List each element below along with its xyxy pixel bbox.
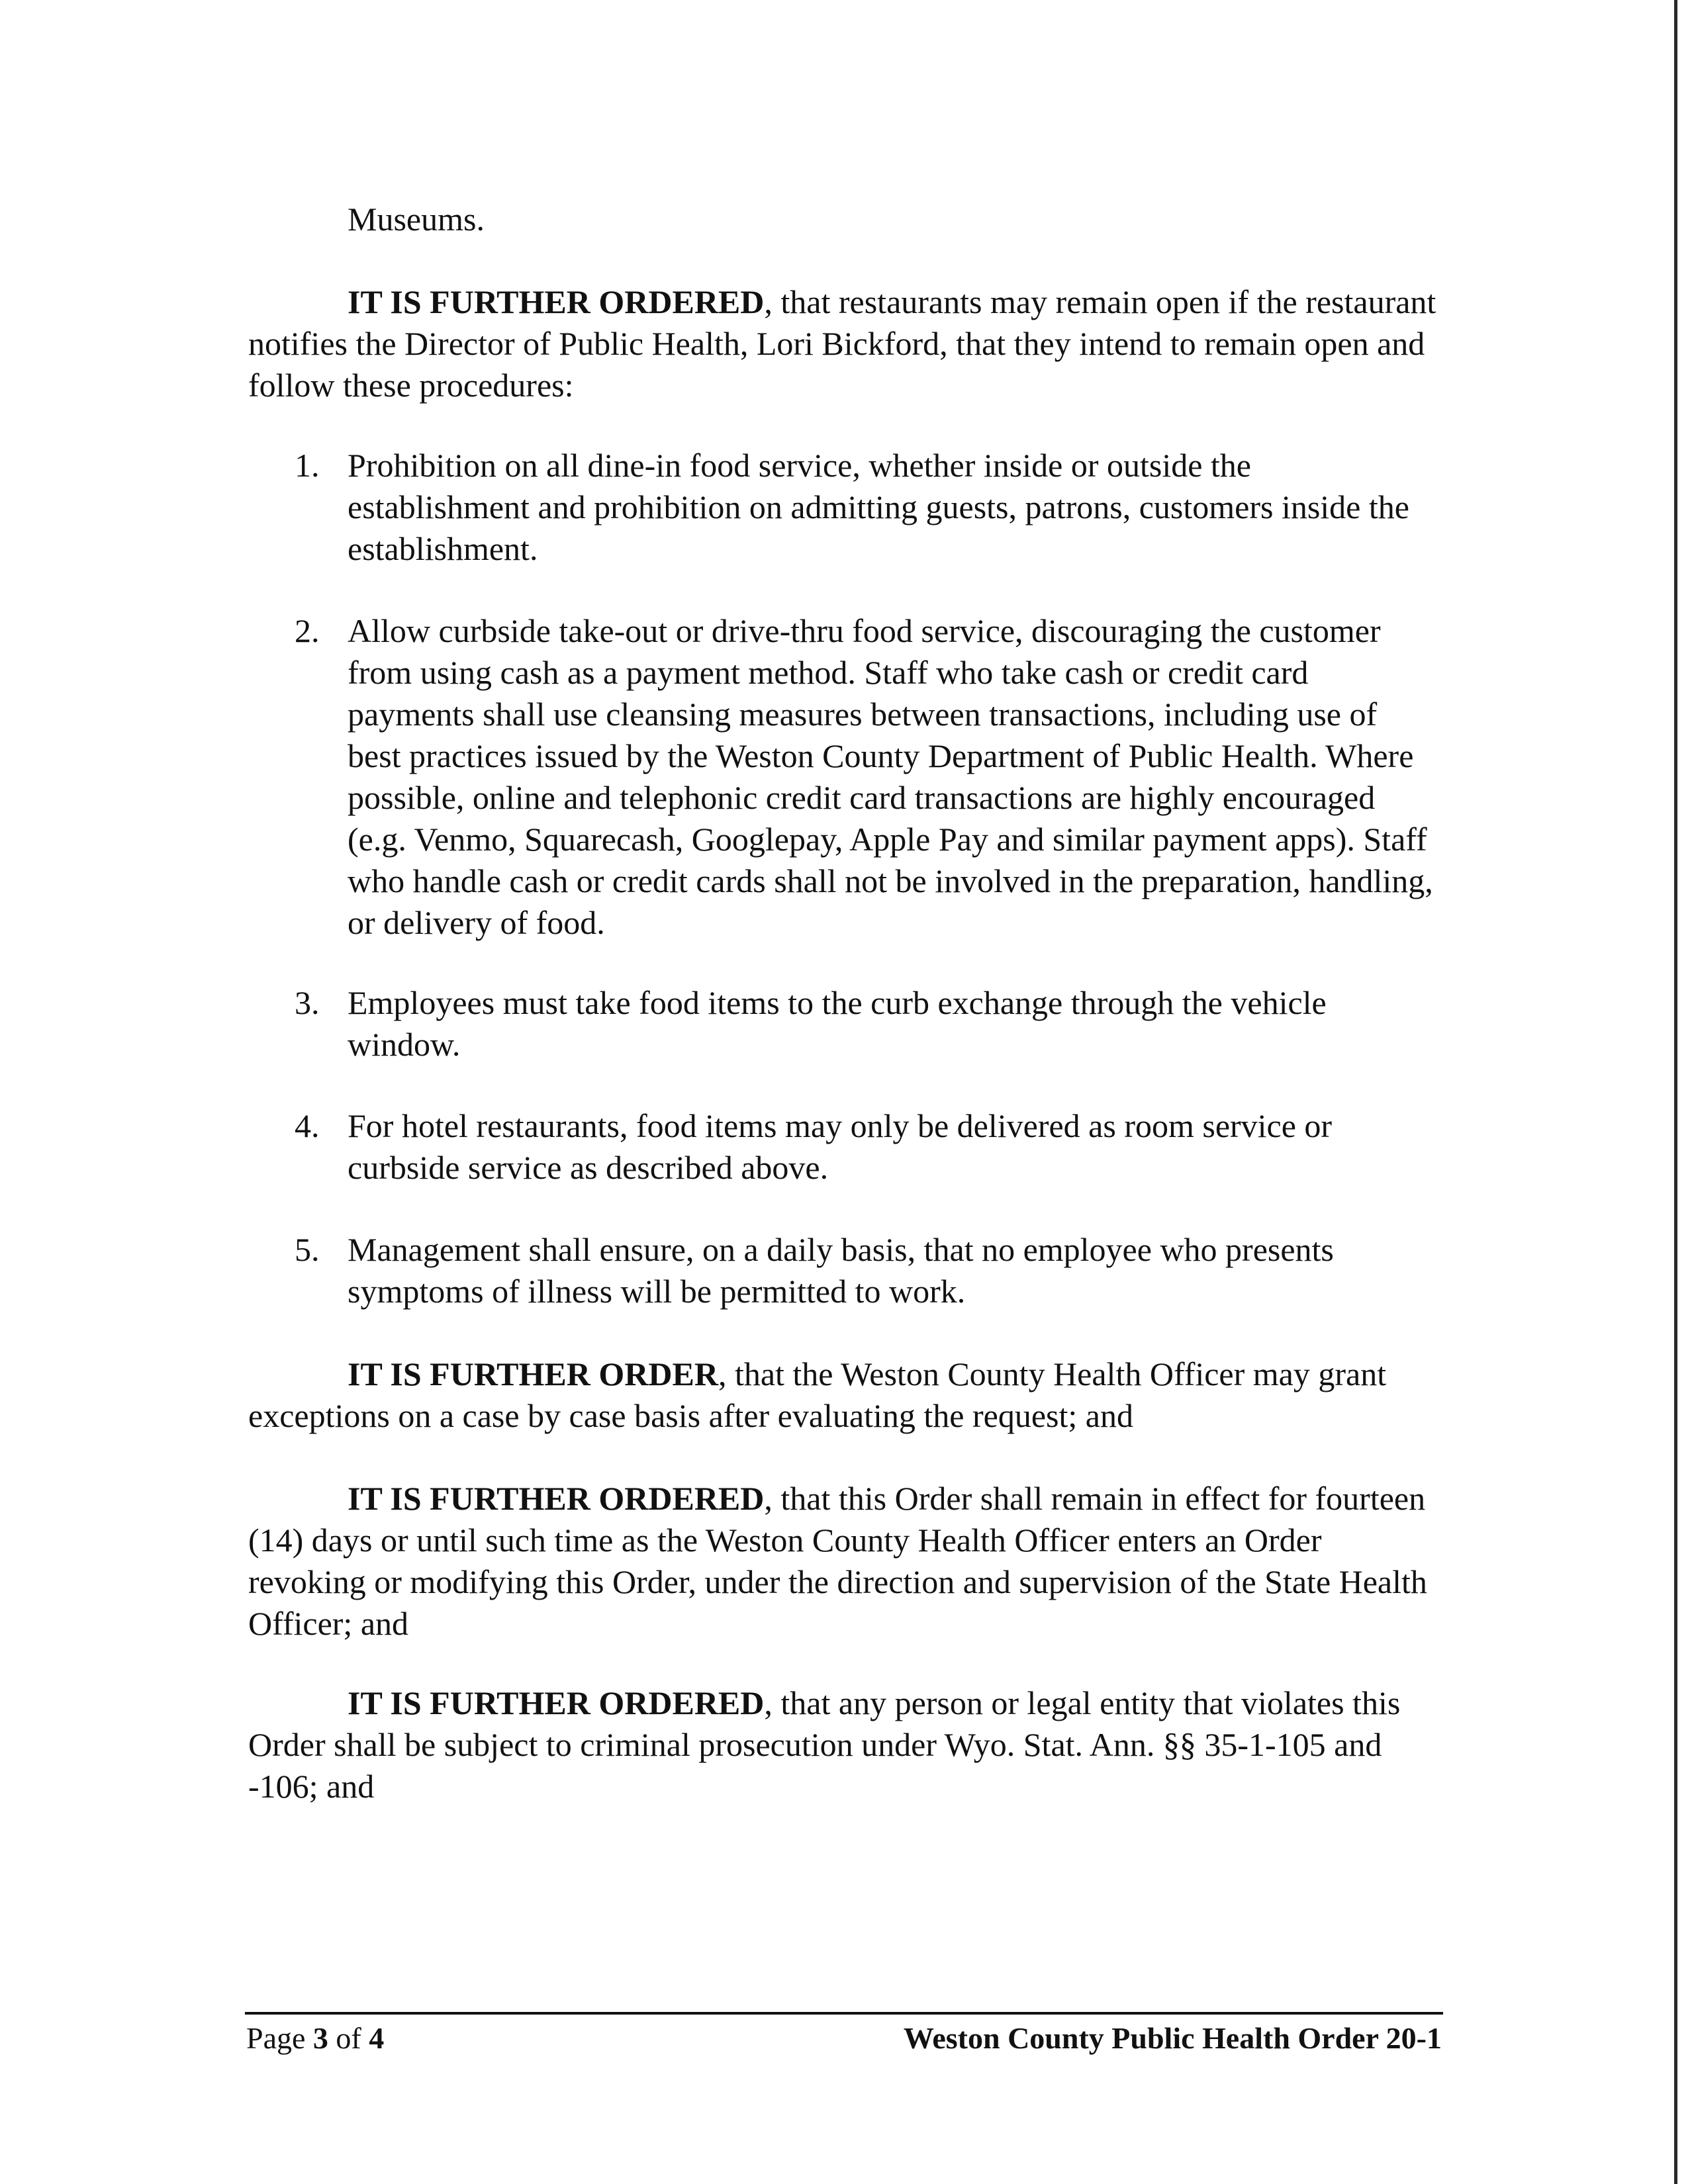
paragraph-exceptions-order xyxy=(248,1353,1440,1437)
list-number: 2. xyxy=(295,612,320,649)
scan-edge-line xyxy=(1674,0,1677,2184)
list-item xyxy=(295,445,1433,570)
paragraph-penalty-order xyxy=(248,1682,1440,1807)
paragraph-lead: IT IS FURTHER ORDER xyxy=(348,1355,718,1392)
list-text: Prohibition on all dine-in food service, whether inside or outside the establishment and prohibition on admitting guests, patrons, customers inside the establishment. xyxy=(348,447,1409,567)
page-total: 4 xyxy=(369,2021,385,2055)
paragraph-lead: IT IS FURTHER ORDERED xyxy=(348,1480,765,1517)
paragraph-text: , that any person or legal entity that violates this Order shall be subject to criminal prosecution under Wyo. Stat. Ann. §§ 35-1-105 and -106; and xyxy=(248,1684,1401,1805)
list-item xyxy=(295,1229,1433,1312)
footer-divider xyxy=(245,2012,1443,2015)
paragraph-lead: IT IS FURTHER ORDERED xyxy=(348,283,765,320)
list-number: 5. xyxy=(295,1231,320,1268)
list-number: 4. xyxy=(295,1107,320,1144)
list-text: Allow curbside take-out or drive-thru food service, discouraging the customer from using cash as a payment method. Staff who take cash or credit card payments shall use cleansing measures between transactions, including use of best practices issued by the Weston County Department of Public Health. Where possible, online and telephonic credit card transactions are highly encouraged (e.g. Venmo, Squarecash, Googlepay, Apple Pay and similar payment apps). Staff who handle cash or credit cards shall not be involved in the preparation, handling, or delivery of food. xyxy=(348,612,1433,941)
page-number xyxy=(246,2020,384,2057)
list-item xyxy=(295,982,1433,1066)
paragraph-duration-order xyxy=(248,1478,1440,1645)
list-text: Management shall ensure, on a daily basis, that no employee who presents symptoms of illness will be permitted to work. xyxy=(348,1231,1334,1310)
list-item xyxy=(295,1105,1433,1189)
paragraph-text: , that the Weston County Health Officer may grant exceptions on a case by case basis after evaluating the request; and xyxy=(248,1355,1387,1434)
page-prefix: Page xyxy=(246,2021,313,2055)
continuation-text: Museums. xyxy=(348,201,485,238)
paragraph-text: , that this Order shall remain in effect for fourteen (14) days or until such time as the Weston County Health Officer enters an Order revoking or modifying this Order, under the direction and supervision of the State Health Officer; and xyxy=(248,1480,1427,1642)
document-title-footer: Weston County Public Health Order 20-1 xyxy=(903,2021,1442,2055)
paragraph-restaurants-order xyxy=(248,281,1440,406)
list-text: Employees must take food items to the curb exchange through the vehicle window. xyxy=(348,984,1327,1063)
paragraph-text: , that restaurants may remain open if the restaurant notifies the Director of Public Health, Lori Bickford, that they intend to remain open and follow these procedures: xyxy=(248,283,1436,404)
list-text: For hotel restaurants, food items may only be delivered as room service or curbside service as described above. xyxy=(348,1107,1333,1186)
page-current: 3 xyxy=(312,2021,328,2055)
page-mid: of xyxy=(328,2021,369,2055)
list-number: 3. xyxy=(295,984,320,1021)
list-number: 1. xyxy=(295,447,320,484)
paragraph-lead: IT IS FURTHER ORDERED xyxy=(348,1684,765,1721)
list-item xyxy=(295,610,1433,941)
